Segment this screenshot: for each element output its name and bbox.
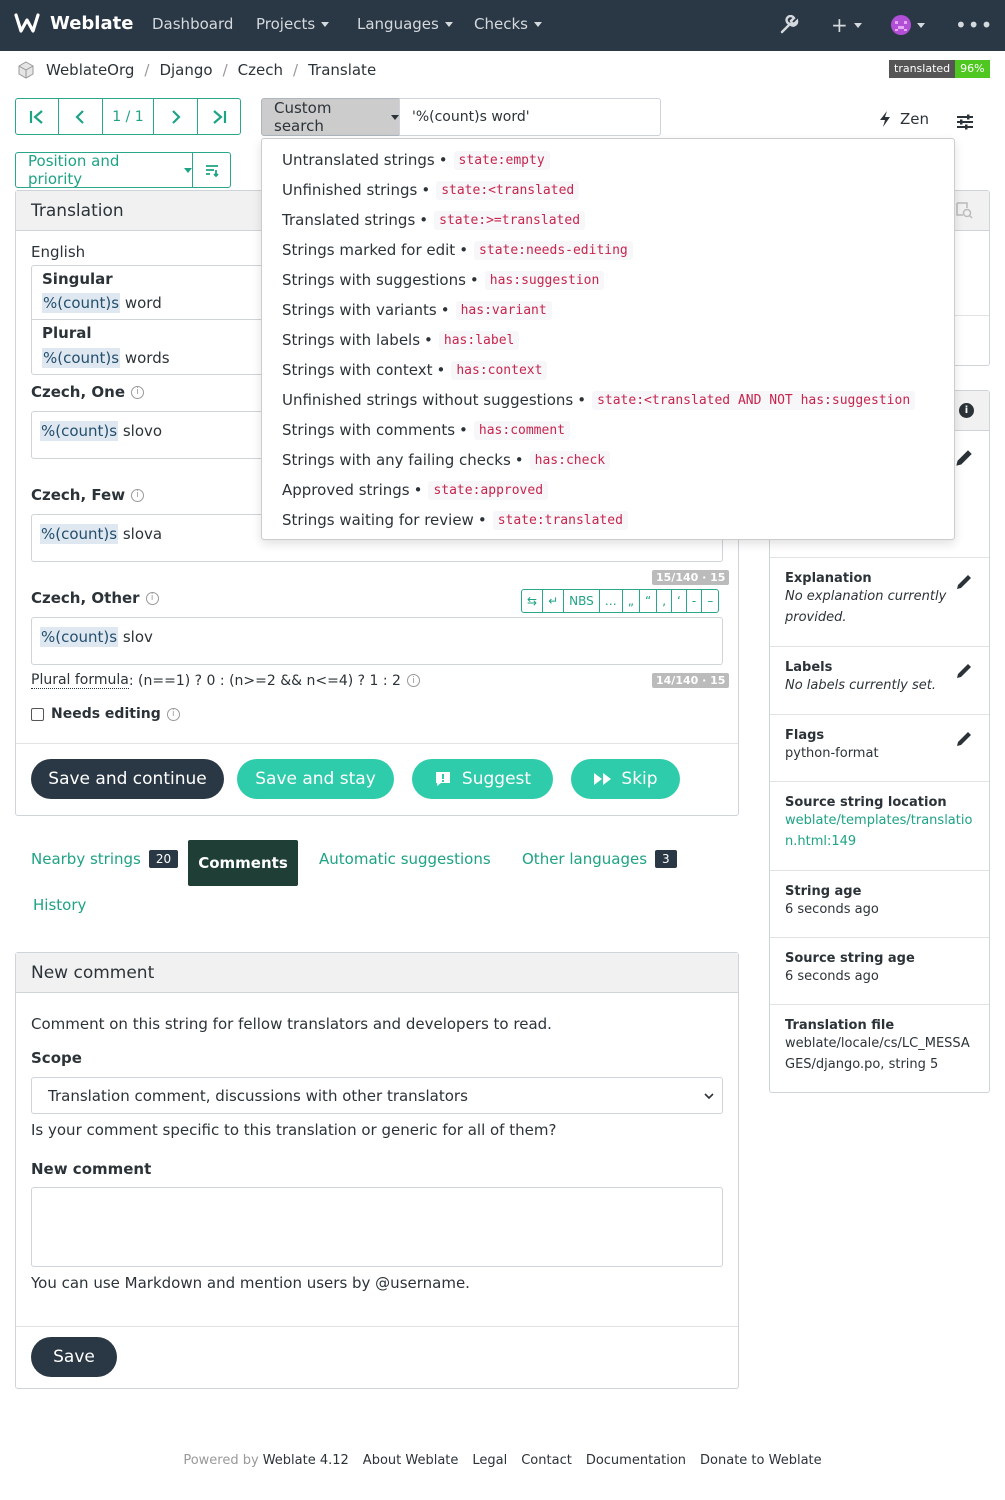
suggest-button[interactable] — [412, 759, 553, 799]
special-chars-toolbar — [521, 589, 719, 613]
info-source-age — [770, 937, 989, 1004]
char-button-direction[interactable]: ⇆ — [522, 590, 543, 612]
search-menu-item[interactable] — [262, 385, 954, 415]
chevron-right-icon — [170, 110, 182, 124]
edit-pencil-icon[interactable] — [954, 448, 974, 468]
bullet-separator: • — [424, 331, 433, 349]
search-menu-item-label: Approved strings — [282, 481, 410, 499]
chevron-down-icon — [445, 22, 453, 27]
placeholder-highlight: %(count)s — [43, 294, 120, 312]
labels-value: No labels currently set. — [785, 678, 937, 693]
search-menu-item-query: state:needs-editing — [474, 241, 633, 260]
char-button-high-quote[interactable]: “ — [640, 590, 657, 612]
search-menu-item-query: state:>=translated — [434, 211, 585, 230]
char-button-dash[interactable]: – — [707, 594, 714, 608]
search-menu-item[interactable] — [262, 325, 954, 355]
breadcrumb-language[interactable]: Czech — [237, 61, 283, 79]
placeholder-highlight: %(count)s — [41, 628, 118, 646]
user-menu[interactable] — [891, 15, 925, 35]
edit-pencil-icon[interactable] — [954, 572, 974, 592]
search-menu-item-query: has:check — [530, 451, 610, 470]
search-menu-item-query: state:translated — [493, 511, 628, 530]
more-icon[interactable]: ••• — [955, 13, 994, 37]
file-title: Translation file — [785, 1018, 895, 1033]
bullet-separator: • — [459, 421, 468, 439]
czech-few-label-text: Czech, Few — [31, 486, 126, 504]
needs-editing-row — [31, 706, 180, 722]
footer-contact-link[interactable]: Contact — [521, 1453, 572, 1468]
char-counter — [652, 569, 729, 585]
nav-languages[interactable] — [357, 15, 453, 33]
singular-text — [42, 294, 162, 312]
first-button[interactable] — [16, 99, 59, 134]
tab-nearby-label: Nearby strings — [31, 850, 141, 868]
source-string-box — [31, 265, 271, 375]
breadcrumb-project[interactable]: WeblateOrg — [46, 61, 135, 79]
age-value: 6 seconds ago — [785, 902, 879, 917]
singular-label: Singular — [42, 270, 113, 288]
custom-search-button[interactable] — [261, 98, 400, 136]
scope-select-value: Translation comment, discussions with other translators — [48, 1086, 468, 1105]
scope-select[interactable] — [31, 1077, 723, 1114]
source-age-title: Source string age — [785, 951, 915, 966]
singular-rest: word — [120, 294, 162, 312]
info-translation-file — [770, 1004, 989, 1092]
new-comment-label: New comment — [31, 1160, 152, 1178]
comment-textarea[interactable] — [31, 1187, 723, 1267]
nav-dashboard-label: Dashboard — [152, 15, 234, 33]
save-comment-button[interactable]: Save — [31, 1337, 117, 1377]
lightning-icon — [878, 111, 892, 127]
search-menu-item[interactable] — [262, 475, 954, 505]
translation-panel-heading: Translation — [16, 191, 738, 231]
search-menu-item-query: state:approved — [428, 481, 548, 500]
info-icon[interactable]: i — [131, 386, 144, 399]
czech-other-label-text: Czech, Other — [31, 589, 140, 607]
bullet-separator: • — [577, 391, 587, 409]
add-menu[interactable] — [831, 13, 862, 37]
string-pager — [15, 98, 241, 135]
chevron-down-icon — [534, 22, 542, 27]
custom-search-label: Custom search — [274, 99, 332, 135]
plural-formula — [31, 672, 420, 689]
czech-one-label-text: Czech, One — [31, 383, 126, 401]
search-menu-item[interactable] — [262, 265, 954, 295]
chevron-down-icon — [917, 23, 925, 28]
czech-few-counter: 15/140 · 15 — [652, 570, 729, 585]
bullet-separator: • — [477, 511, 487, 529]
info-labels — [770, 646, 989, 714]
chevron-down-icon — [704, 1093, 714, 1100]
chevron-left-icon — [74, 110, 86, 124]
chevron-down-icon — [184, 168, 192, 173]
plus-icon: + — [831, 13, 848, 37]
status-badge-label: translated — [889, 60, 955, 78]
footer-about-link[interactable]: About Weblate — [362, 1453, 459, 1468]
breadcrumb-component[interactable]: Django — [159, 61, 213, 79]
bullet-separator: • — [419, 211, 429, 229]
tab-count-badge: 20 — [149, 850, 178, 868]
footer-donate-link[interactable]: Donate to Weblate — [700, 1453, 822, 1468]
bullet-separator: • — [413, 481, 423, 499]
nav-languages-label: Languages — [357, 15, 439, 33]
search-menu-item-query: has:context — [451, 361, 547, 380]
tab-auto-label: Automatic suggestions — [319, 850, 491, 868]
search-menu-item-query: state:<translated AND NOT has:suggestion — [592, 391, 915, 410]
bullet-separator: • — [514, 451, 524, 469]
chevron-down-icon — [854, 23, 862, 28]
search-menu-item-label: Strings with any failing checks — [282, 451, 511, 469]
czech-few-rest: slova — [118, 525, 163, 543]
source-age-value: 6 seconds ago — [785, 969, 879, 984]
nav-projects[interactable] — [256, 15, 329, 33]
settings-sliders-icon[interactable] — [956, 113, 974, 131]
info-string-age — [770, 870, 989, 937]
sort-label: Position and priority — [28, 152, 120, 188]
explanation-value: No explanation currently provided. — [785, 589, 947, 625]
chevron-down-icon — [391, 115, 399, 120]
breadcrumb-separator: / — [222, 61, 228, 79]
info-explanation — [770, 557, 989, 646]
nav-projects-label: Projects — [256, 15, 316, 33]
skip-button[interactable] — [571, 759, 680, 799]
project-icon — [16, 60, 36, 80]
search-menu-item-label: Translated strings — [282, 211, 416, 229]
footer-legal-link[interactable]: Legal — [472, 1453, 508, 1468]
char-button-ellipsis[interactable]: … — [600, 590, 623, 612]
chevron-down-icon — [321, 22, 329, 27]
needs-editing-checkbox[interactable] — [31, 708, 44, 721]
czech-few-label — [31, 486, 144, 504]
czech-other-rest: slov — [118, 628, 153, 646]
breadcrumb-separator: / — [293, 61, 299, 79]
czech-one-textarea[interactable] — [31, 411, 271, 459]
nav-checks-label: Checks — [474, 15, 528, 33]
labels-title: Labels — [785, 660, 833, 675]
plural-formula-label: Plural formula — [31, 672, 129, 688]
next-button[interactable] — [154, 99, 197, 134]
comment-intro: Comment on this string for fellow translators and developers to read. — [31, 1015, 552, 1033]
search-menu-item[interactable] — [262, 235, 954, 265]
search-input[interactable]: '%(count)s word' — [399, 98, 661, 136]
pager-position: 1 / 1 — [103, 99, 155, 134]
flags-value: python-format — [785, 746, 879, 761]
search-menu-item-query: has:suggestion — [485, 271, 605, 290]
info-icon[interactable]: i — [167, 708, 180, 721]
info-icon[interactable]: i — [407, 674, 420, 687]
scope-help: Is your comment specific to this translation or generic for all of them? — [31, 1121, 557, 1139]
bullet-separator: • — [469, 271, 479, 289]
source-language-label: English — [31, 243, 86, 261]
status-badge-value: 96% — [955, 60, 989, 78]
plural-text — [42, 349, 170, 367]
czech-other-textarea[interactable] — [31, 617, 723, 665]
new-comment-heading: New comment — [16, 953, 738, 993]
placeholder-highlight: %(count)s — [41, 525, 118, 543]
search-menu-item[interactable] — [262, 295, 954, 325]
nav-checks[interactable] — [474, 15, 542, 33]
avatar — [891, 15, 911, 35]
bullet-separator: • — [436, 361, 446, 379]
plural-formula-value: : (n==1) ? 0 : (n>=2 && n<=4) ? 1 : 2 — [128, 672, 401, 689]
top-navbar — [0, 0, 1005, 51]
footer — [0, 1453, 1005, 1468]
explanation-title: Explanation — [785, 571, 872, 586]
search-menu-item-label: Strings waiting for review — [282, 511, 474, 529]
sort-select-button[interactable] — [15, 152, 193, 188]
info-flags — [770, 714, 989, 781]
search-menu-item-query: has:variant — [456, 301, 552, 320]
search-menu-item-label: Strings with variants — [282, 301, 437, 319]
plural-label: Plural — [42, 324, 92, 342]
search-menu-item[interactable] — [262, 355, 954, 385]
bullet-separator: • — [440, 301, 450, 319]
last-page-icon — [211, 110, 227, 124]
search-menu-item-label: Strings with comments — [282, 421, 456, 439]
markdown-help: You can use Markdown and mention users by @username. — [31, 1274, 470, 1292]
tab-history-label: History — [33, 896, 87, 914]
info-icon[interactable]: i — [131, 489, 144, 502]
location-title: Source string location — [785, 795, 947, 810]
edit-pencil-icon[interactable] — [954, 729, 974, 749]
sort-direction-icon — [205, 163, 219, 177]
divider — [16, 1326, 738, 1327]
brand-name: Weblate — [50, 12, 134, 34]
search-menu-item[interactable] — [262, 205, 954, 235]
search-menu-item[interactable] — [262, 505, 954, 535]
tab-comments[interactable]: Comments — [188, 840, 298, 886]
info-icon[interactable]: i — [146, 592, 159, 605]
info-source-location — [770, 781, 989, 870]
plural-rest: words — [120, 349, 170, 367]
suggest-label: Suggest — [461, 769, 532, 789]
tab-automatic-suggestions[interactable] — [319, 850, 491, 868]
search-menu-item[interactable] — [262, 415, 954, 445]
save-stay-button[interactable]: Save and stay — [237, 759, 394, 799]
char-button-newline[interactable]: ↵ — [543, 590, 564, 612]
tab-nearby-strings[interactable] — [31, 850, 178, 868]
wrench-icon[interactable] — [779, 15, 799, 35]
save-continue-button[interactable]: Save and continue — [31, 759, 224, 799]
search-menu-item-label: Strings with labels — [282, 331, 421, 349]
divider — [16, 743, 738, 744]
flags-title: Flags — [785, 728, 825, 743]
char-button-nbsp[interactable]: NBS — [564, 590, 600, 612]
bullet-separator: • — [459, 241, 469, 259]
first-page-icon — [29, 110, 45, 124]
search-menu-item-query: has:comment — [474, 421, 570, 440]
search-menu-item-label: Strings marked for edit — [282, 241, 456, 259]
tab-count-badge: 3 — [655, 850, 677, 868]
search-menu-item-query: state:empty — [454, 151, 550, 170]
zen-button[interactable] — [878, 110, 929, 128]
footer-documentation-link[interactable]: Documentation — [585, 1453, 687, 1468]
search-menu-item[interactable] — [262, 175, 954, 205]
search-menu-item[interactable] — [262, 445, 954, 475]
zen-label: Zen — [900, 110, 930, 128]
breadcrumb — [16, 59, 376, 81]
czech-other-label — [31, 589, 159, 607]
previous-button[interactable] — [59, 99, 102, 134]
search-menu-item-label: Untranslated strings — [282, 151, 435, 169]
czech-one-rest: slovo — [118, 422, 163, 440]
sort-direction-button[interactable] — [192, 152, 231, 188]
bullet-separator: • — [438, 151, 448, 169]
file-value: weblate/locale/cs/LC_MESSAGES/django.po, string 5 — [785, 1036, 970, 1072]
scope-label: Scope — [31, 1049, 82, 1067]
tab-other-label: Other languages — [522, 850, 648, 868]
footer-powered: Powered by — [183, 1453, 259, 1468]
char-counter — [652, 672, 729, 688]
brand-logo[interactable] — [14, 12, 133, 34]
search-menu-item[interactable] — [262, 145, 954, 175]
placeholder-highlight: %(count)s — [41, 422, 118, 440]
status-badge[interactable] — [889, 60, 990, 78]
breadcrumb-separator: / — [144, 61, 150, 79]
char-button-hyphen[interactable]: - — [687, 590, 702, 612]
search-menu-item-label: Unfinished strings without suggestions — [282, 391, 574, 409]
custom-search-menu — [261, 138, 955, 540]
breadcrumb-current: Translate — [308, 61, 377, 79]
search-menu-item-label: Strings with context — [282, 361, 433, 379]
bullet-separator: • — [421, 181, 431, 199]
czech-other-counter: 14/140 · 15 — [652, 673, 729, 688]
weblate-logo-icon — [14, 12, 40, 34]
char-button-low-quote[interactable]: „ — [623, 590, 640, 612]
search-menu-item-label: Strings with suggestions — [282, 271, 466, 289]
fast-forward-icon — [593, 772, 613, 786]
last-button[interactable] — [198, 99, 240, 134]
search-menu-item-query: state:<translated — [436, 181, 579, 200]
needs-editing-label: Needs editing — [51, 706, 161, 722]
search-menu-item-query: has:label — [439, 331, 519, 350]
czech-one-label — [31, 383, 144, 401]
skip-label: Skip — [621, 769, 658, 789]
location-link[interactable]: weblate/templates/translation.html:149 — [785, 813, 973, 849]
edit-pencil-icon[interactable] — [954, 661, 974, 681]
nav-dashboard[interactable] — [152, 15, 233, 33]
footer-version-link[interactable]: Weblate 4.12 — [262, 1453, 349, 1468]
char-button-single-quote[interactable]: ‘ — [672, 590, 687, 612]
suggestion-icon — [434, 770, 452, 788]
info-icon[interactable]: i — [959, 403, 974, 418]
char-button-comma[interactable]: , — [657, 590, 672, 612]
search-menu-item-label: Unfinished strings — [282, 181, 418, 199]
tab-other-languages[interactable] — [522, 850, 677, 868]
age-title: String age — [785, 884, 862, 899]
tab-history[interactable] — [33, 896, 86, 914]
search-glossary-icon[interactable] — [955, 201, 973, 219]
placeholder-highlight: %(count)s — [43, 349, 120, 367]
